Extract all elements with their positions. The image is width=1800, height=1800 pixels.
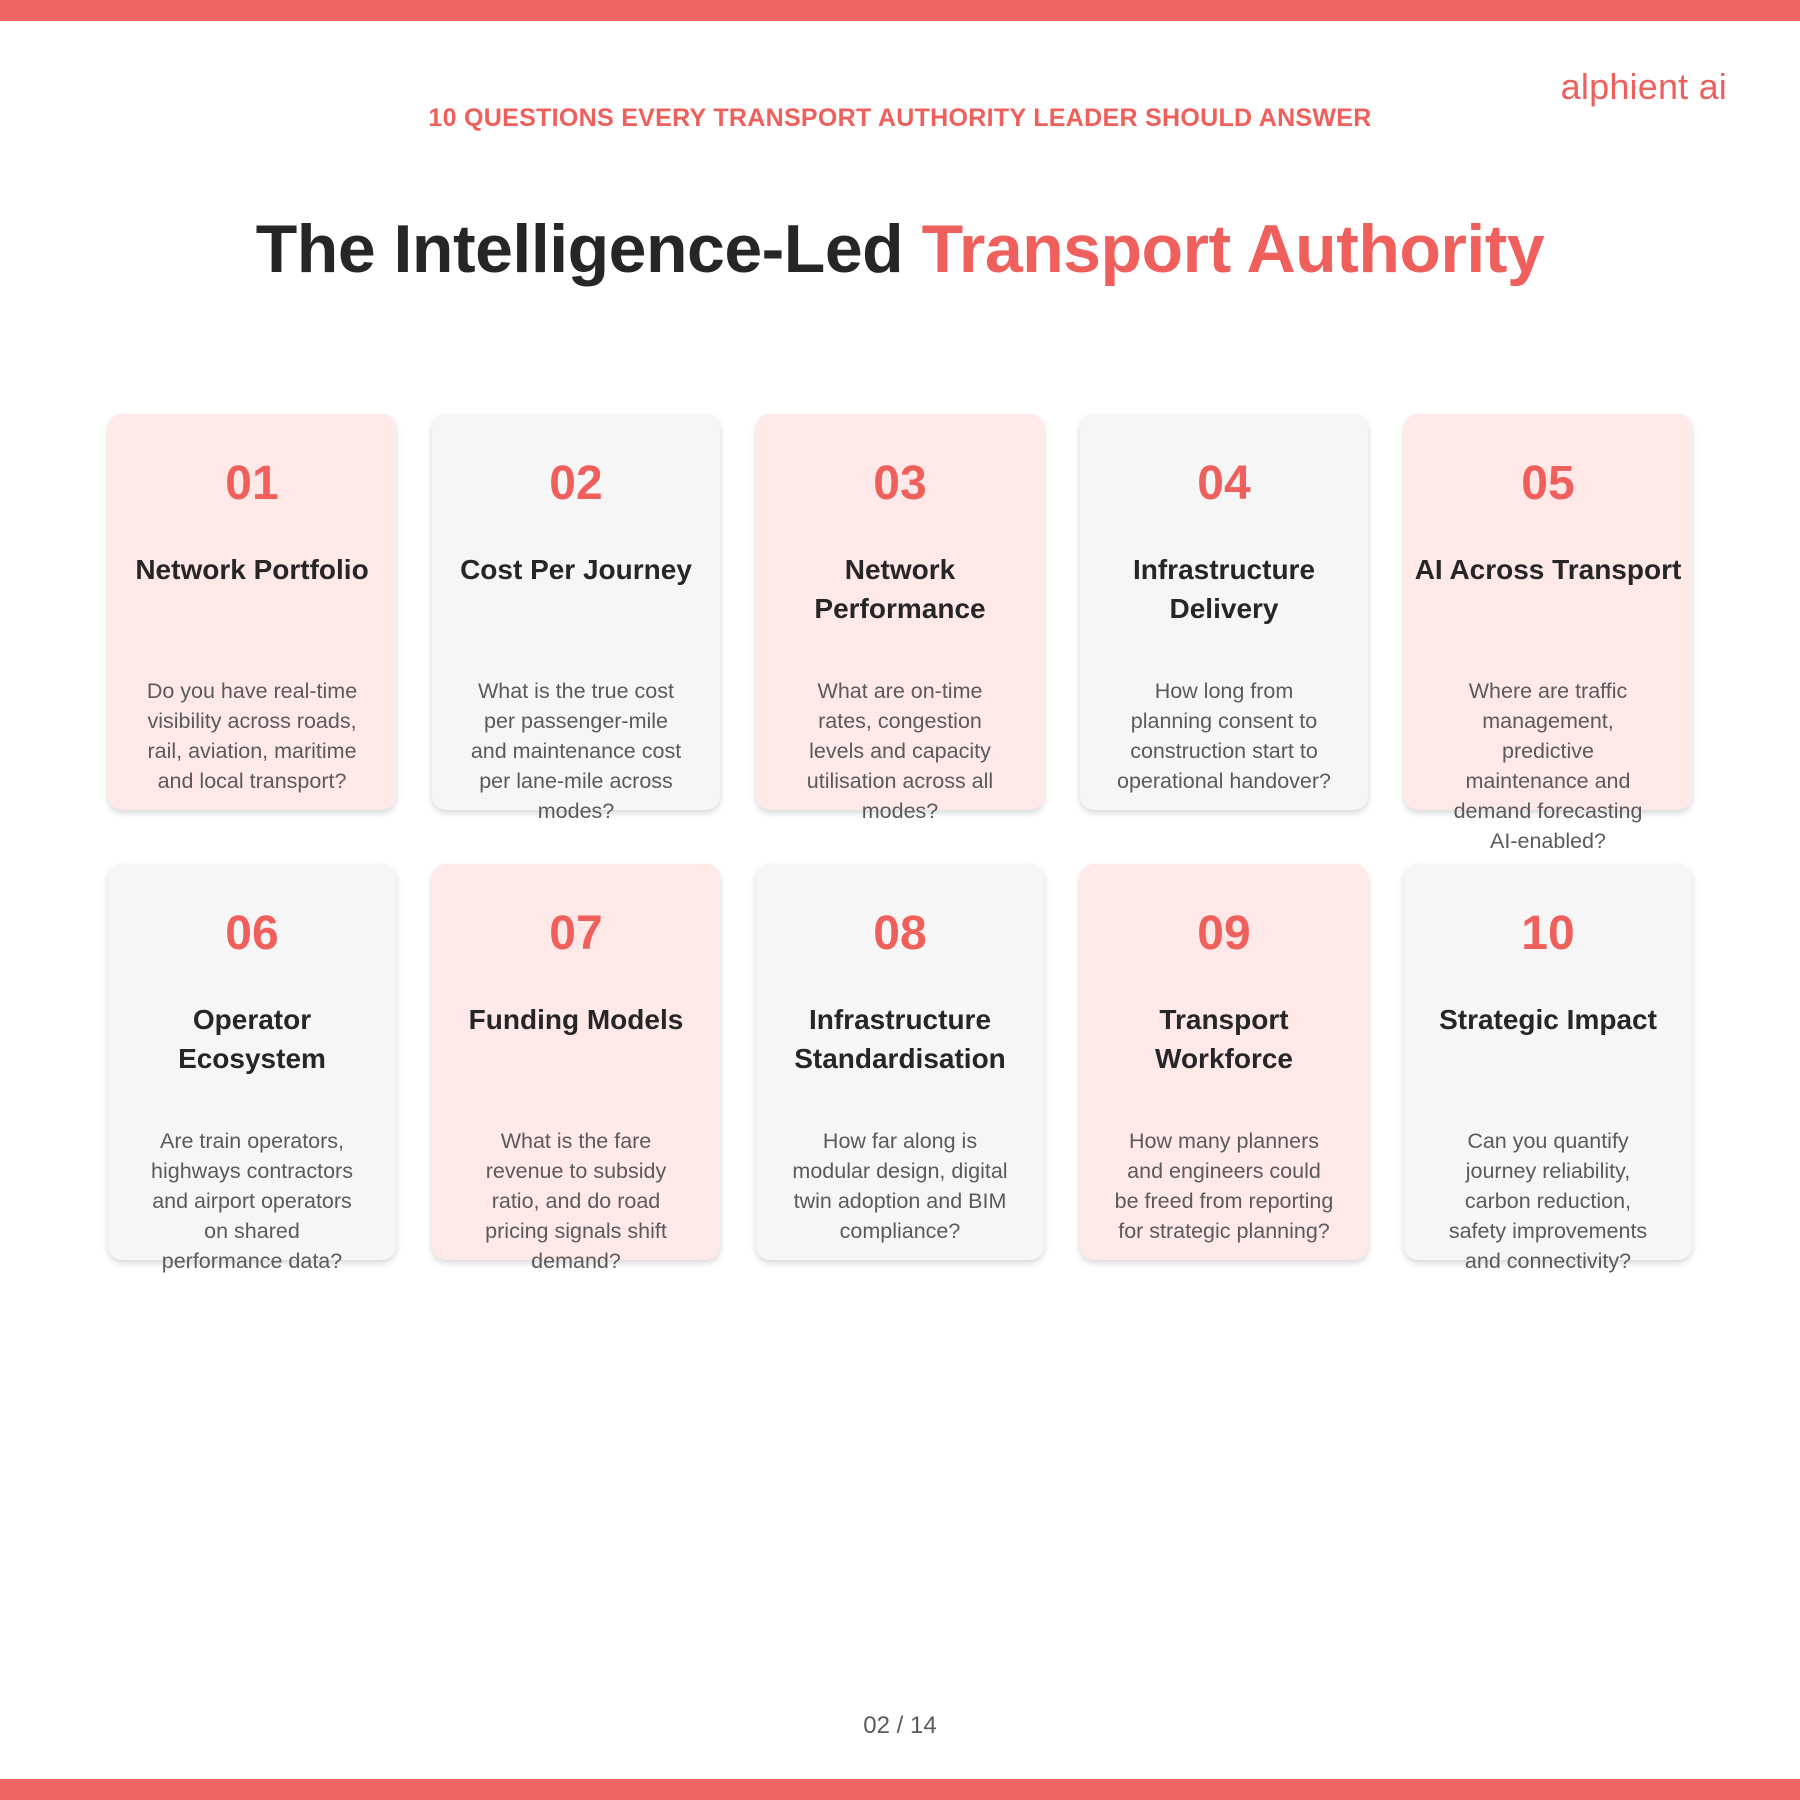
card-title: Transport Workforce — [1155, 1004, 1293, 1074]
question-card-01 — [108, 414, 396, 810]
question-card-05 — [1404, 414, 1692, 853]
card-number: 02 — [549, 457, 603, 510]
card-question: How many planners and engineers could be freed from reporting for strategic planning? — [1114, 1129, 1334, 1243]
card-number: 06 — [225, 907, 279, 960]
question-card-07 — [432, 864, 720, 1273]
question-card-grid — [108, 414, 1693, 1273]
question-card-04 — [1080, 414, 1368, 810]
question-card-06 — [108, 864, 396, 1273]
card-number: 01 — [225, 457, 279, 510]
card-question: Where are traffic management, predictive maintenance and demand forecasting AI-enabled? — [1453, 679, 1643, 853]
card-question: How long from planning consent to construction start to operational handover? — [1117, 679, 1331, 793]
title-accent: Transport Authority — [921, 211, 1545, 287]
question-card-09 — [1080, 864, 1368, 1260]
top-accent-bar — [0, 0, 1800, 21]
card-title: Cost Per Journey — [460, 554, 692, 585]
page-number: 02 / 14 — [863, 1712, 937, 1739]
card-number: 10 — [1521, 907, 1575, 960]
card-number: 09 — [1197, 907, 1251, 960]
card-title: AI Across Transport — [1414, 554, 1682, 585]
card-title: Network Portfolio — [135, 554, 369, 585]
card-title: Infrastructure Standardisation — [794, 1004, 1006, 1074]
card-question: How far along is modular design, digital twin adoption and BIM compliance? — [792, 1129, 1008, 1243]
card-title: Infrastructure Delivery — [1132, 554, 1316, 624]
card-title: Funding Models — [468, 1004, 684, 1035]
page-title — [0, 210, 1800, 288]
card-number: 05 — [1521, 457, 1575, 510]
question-card-10 — [1404, 864, 1692, 1273]
question-card-03 — [756, 414, 1044, 823]
card-number: 07 — [549, 907, 603, 960]
question-card-02 — [432, 414, 720, 823]
question-card-08 — [756, 864, 1044, 1260]
title-main: The Intelligence-Led — [255, 211, 904, 287]
card-title: Operator Ecosystem — [178, 1004, 326, 1074]
card-question: What is the true cost per passenger-mile and maintenance cost per lane-mile across modes? — [470, 679, 682, 823]
kicker-heading: 10 QUESTIONS EVERY TRANSPORT AUTHORITY LEADER SHOULD ANSWER — [428, 104, 1372, 132]
card-number: 04 — [1197, 457, 1251, 510]
card-number: 03 — [873, 457, 927, 510]
card-question: What is the fare revenue to subsidy ratio, and do road pricing signals shift demand? — [485, 1129, 667, 1273]
card-question: Do you have real-time visibility across roads, rail, aviation, maritime and local transport? — [146, 679, 358, 793]
bottom-accent-bar — [0, 1779, 1800, 1800]
card-question: Are train operators, highways contractors and airport operators on shared performance data? — [151, 1129, 353, 1273]
card-question: Can you quantify journey reliability, carbon reduction, safety improvements and connectivity? — [1448, 1129, 1648, 1273]
card-question: What are on-time rates, congestion levels and capacity utilisation across all modes? — [806, 679, 994, 823]
card-number: 08 — [873, 907, 927, 960]
card-title: Network Performance — [814, 554, 986, 624]
brand-logo: alphient ai — [1560, 66, 1727, 107]
card-title: Strategic Impact — [1439, 1004, 1657, 1035]
